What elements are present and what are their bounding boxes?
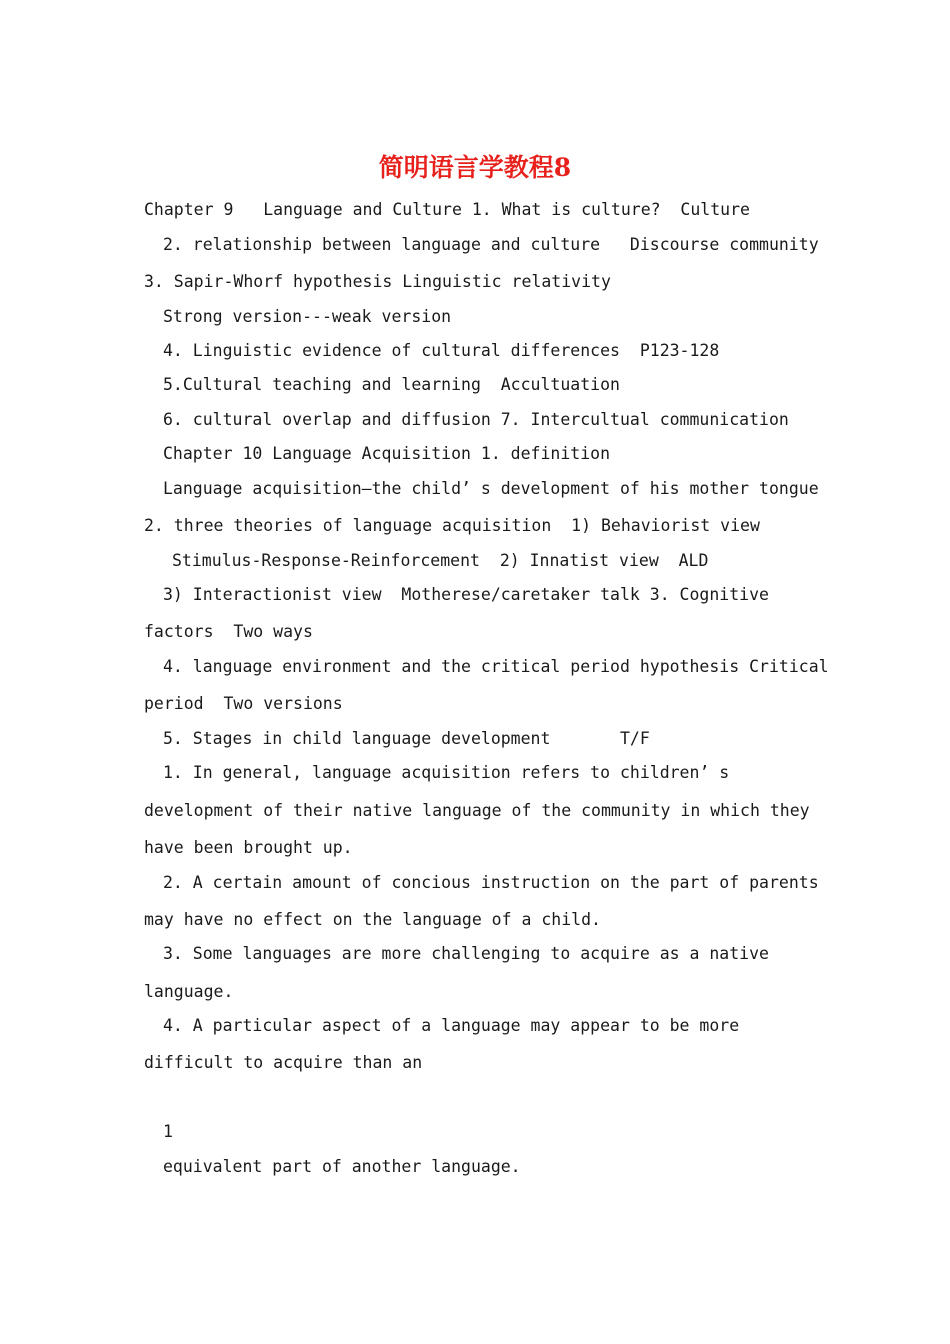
document-title: 简明语言学教程8 — [378, 153, 572, 182]
page-number: 1 — [163, 1122, 173, 1141]
text-line: language. — [144, 982, 234, 1001]
text-line: 4. Linguistic evidence of cultural differences P123-128 — [163, 341, 720, 360]
text-line: equivalent part of another language. — [163, 1157, 521, 1176]
text-line: difficult to acquire than an — [144, 1053, 423, 1072]
text-line: have been brought up. — [144, 838, 353, 857]
text-line: 2. A certain amount of concious instruction on the part of parents — [163, 873, 819, 892]
text-line: 3. Some languages are more challenging to acquire as a native — [163, 944, 769, 963]
text-line: period Two versions — [144, 694, 343, 713]
text-line: factors Two ways — [144, 622, 313, 641]
text-line: 2. relationship between language and culture Discourse community — [163, 235, 819, 254]
text-line: 3) Interactionist view Motherese/caretaker talk 3. Cognitive — [163, 585, 769, 604]
text-line: Chapter 9 Language and Culture 1. What is culture? Culture — [144, 200, 750, 219]
text-line: 6. cultural overlap and diffusion 7. Intercultual communication — [163, 410, 789, 429]
text-line: 5.Cultural teaching and learning Accultuation — [163, 375, 620, 394]
text-line: 4. language environment and the critical period hypothesis Critical — [163, 657, 829, 676]
text-line: 3. Sapir-Whorf hypothesis Linguistic relativity — [144, 272, 611, 291]
text-line: 5. Stages in child language development T/F — [163, 729, 650, 748]
text-line: development of their native language of the community in which they — [144, 801, 810, 820]
text-line: Chapter 10 Language Acquisition 1. definition — [163, 444, 611, 463]
text-line: may have no effect on the language of a child. — [144, 910, 601, 929]
text-line: 2. three theories of language acquisition 1) Behaviorist view — [144, 516, 760, 535]
text-line: Language acquisition—the child’ s development of his mother tongue — [163, 479, 819, 498]
text-line: 1. In general, language acquisition refers to children’ s — [163, 763, 730, 782]
text-line: 4. A particular aspect of a language may appear to be more — [163, 1016, 740, 1035]
text-line: Strong version---weak version — [163, 307, 452, 326]
text-line: Stimulus-Response-Reinforcement 2) Innatist view ALD — [172, 551, 709, 570]
